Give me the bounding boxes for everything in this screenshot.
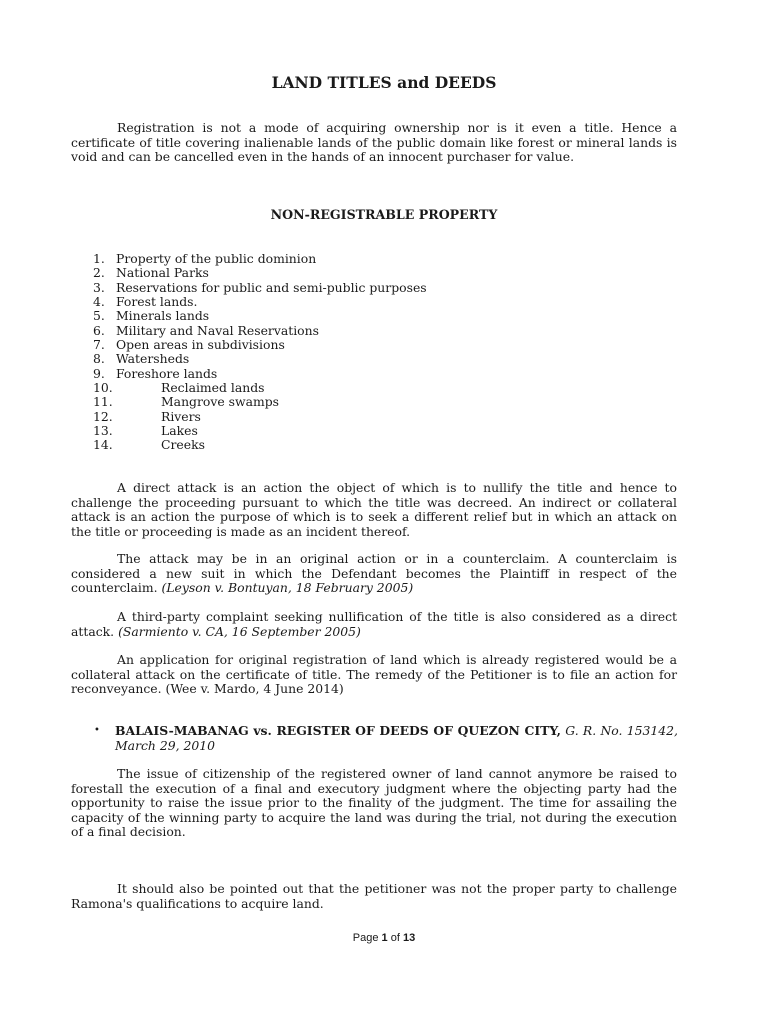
list-item-label: Mangrove swamps [161, 394, 280, 410]
list-item-number: 6. [93, 322, 105, 338]
list-item-number: 14. [93, 437, 113, 453]
footer-page-word: Page [352, 932, 382, 944]
property-list-item [93, 367, 427, 381]
list-item-label: Watersheds [116, 351, 190, 367]
list-item-label: Forest lands. [116, 294, 198, 310]
list-item-number: 12. [93, 408, 113, 424]
case-heading-text [115, 724, 678, 753]
property-list-item [93, 410, 427, 424]
direct-attack-paragraph: A direct attack is an action the object of which is to nullify the title and hence to challenge the proceeding pursuant to which the title was decreed. An indirect or collateral attack is an action the purpose of which is to seek a different relief but in which an attack on the title or proceeding is made as an incident thereof. [71, 480, 677, 539]
list-item-number: 4. [93, 294, 105, 310]
case-heading [94, 724, 678, 753]
list-item-number: 10. [93, 380, 113, 396]
list-item-number: 13. [93, 423, 113, 439]
property-list-item [93, 338, 427, 352]
case-reference: G. R. No. 153142, March 29, 2010 [115, 723, 678, 753]
property-list-item [93, 295, 427, 309]
application-paragraph: An application for original registration of land which is already registered would be a collateral attack on the certificate of title. The remedy of the Petitioner is to file an action for reconveyance. (Wee v. Mardo, 4 June 2014) [71, 652, 677, 696]
property-list-item [93, 324, 427, 338]
bullet-icon: • [94, 725, 100, 736]
property-list-item [93, 252, 427, 266]
list-item-number: 1. [93, 251, 105, 266]
third-party-paragraph [71, 610, 677, 639]
list-item-number: 8. [93, 351, 105, 367]
list-item-label: Reservations for public and semi-public purposes [116, 279, 427, 295]
footer-current-page: 1 [381, 932, 388, 944]
list-item-label: Lakes [161, 423, 198, 439]
list-item-label: Open areas in subdivisions [116, 337, 285, 353]
property-list-item [93, 281, 427, 295]
property-list-item [93, 352, 427, 366]
property-list-item [93, 266, 427, 280]
list-item-label: Reclaimed lands [161, 380, 265, 396]
property-list-item [93, 438, 427, 452]
footer-of-word: of [387, 932, 403, 944]
property-list-item [93, 395, 427, 409]
list-item-number: 7. [93, 337, 105, 353]
third-party-citation: (Sarmiento v. CA, 16 September 2005) [118, 623, 361, 639]
page-footer [0, 931, 768, 946]
third-party-text: A third-party complaint seeking nullification of the title is also considered as a direct attack. [71, 609, 677, 639]
list-item-label: Rivers [161, 408, 201, 424]
list-item-label: Foreshore lands [116, 365, 218, 381]
property-list-item [93, 424, 427, 438]
list-item-number: 2. [93, 265, 105, 281]
property-list [93, 252, 427, 453]
list-item-number: 9. [93, 365, 105, 381]
counterclaim-text: The attack may be in an original action or in a counterclaim. A counterclaim is considered a new suit in which the Defendant becomes the Plaintiff in respect of the counterclaim. [71, 551, 677, 595]
counterclaim-paragraph [71, 552, 677, 596]
list-item-label: National Parks [116, 265, 209, 281]
list-item-label: Creeks [161, 437, 205, 453]
section-heading: NON-REGISTRABLE PROPERTY [270, 207, 498, 222]
list-item-number: 5. [93, 308, 105, 324]
list-item-label: Minerals lands [116, 308, 210, 324]
list-item-label: Property of the public dominion [116, 251, 317, 266]
petitioner-paragraph: It should also be pointed out that the petitioner was not the proper party to challenge Ramona's qualifications to acquire land. [71, 881, 677, 911]
list-item-label: Military and Naval Reservations [116, 322, 319, 338]
case-name: BALAIS-MABANAG vs. REGISTER OF DEEDS OF QUEZON CITY, [115, 723, 561, 738]
list-item-number: 11. [93, 394, 113, 410]
intro-paragraph: Registration is not a mode of acquiring ownership nor is it even a title. Hence a certificate of title covering inalienable lands of the public domain like forest or mineral lands is void and can be cancelled even in the hands of an innocent purchaser for value. [71, 120, 677, 164]
footer-total-pages: 13 [402, 932, 416, 944]
page-title: LAND TITLES and DEEDS [271, 73, 497, 92]
property-list-item [93, 309, 427, 323]
property-list-item [93, 381, 427, 395]
citizenship-paragraph: The issue of citizenship of the registered owner of land cannot anymore be raised to forestall the execution of a final and executory judgment where the objecting party had the opportunity to raise the issue prior to the finality of the judgment. The time for assailing the capacity of the winning party to acquire the land was during the trial, not during the execution of a final decision. [71, 766, 677, 839]
counterclaim-citation: (Leyson v. Bontuyan, 18 February 2005) [161, 580, 414, 595]
list-item-number: 3. [93, 279, 105, 295]
